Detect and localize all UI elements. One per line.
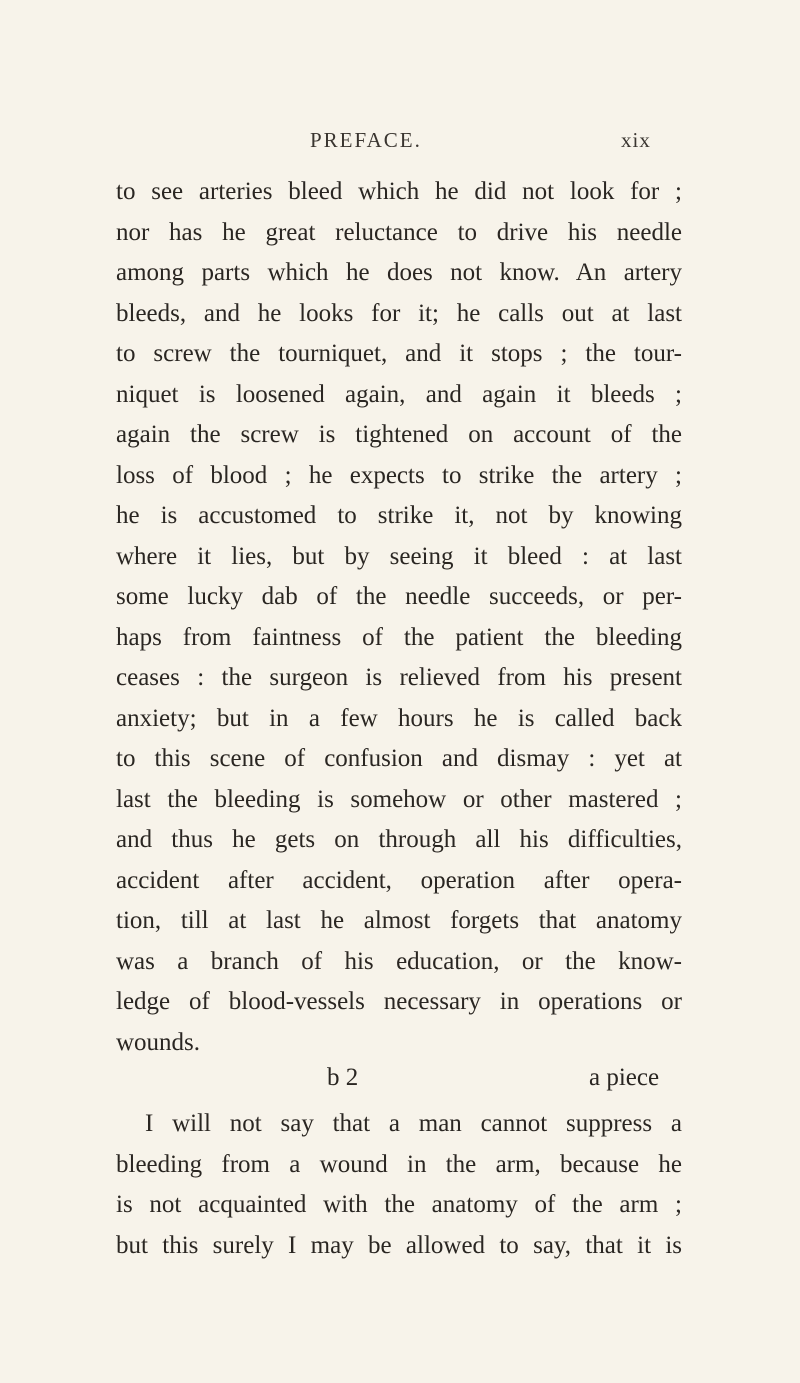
text-line: among parts which he does not know. An artery [116,259,682,286]
text-line: where it lies, but by seeing it bleed : at last [116,542,682,570]
text-line: is not acquainted with the anatomy of the arm ; [116,1191,682,1218]
text-line: bleeds, and he looks for it; he calls out at last [116,299,682,327]
text-line: loss of blood ; he expects to strike the artery ; [116,461,682,489]
text-line: and thus he gets on through all his difficulties, [116,826,682,853]
text-line: haps from faintness of the patient the bleeding [116,623,682,651]
text-line: anxiety; but in a few hours he is called back [116,704,682,732]
text-line: to screw the tourniquet, and it stops ; the tour- [116,340,682,367]
catchword: a piece [589,1064,660,1091]
text-line: nor has he great reluctance to drive his needle [116,218,682,246]
paragraph-1 [116,172,682,1063]
paragraph-2 [116,1104,682,1266]
text-line: again the screw is tightened on account of the [116,421,682,448]
page-number: xix [621,128,651,152]
text-line: was a branch of his education, or the know- [116,947,682,975]
text-line: last the bleeding is somehow or other mastered ; [116,785,682,813]
text-line: I will not say that a man cannot suppress a [145,1110,682,1137]
text-line: niquet is loosened again, and again it bleeds ; [116,380,682,408]
text-line: to see arteries bleed which he did not look for ; [116,178,682,205]
running-head: PREFACE. [310,128,422,152]
text-line: bleeding from a wound in the arm, because he [116,1150,682,1178]
text-line: ceases : the surgeon is relieved from his present [116,664,682,691]
text-line: he is accustomed to strike it, not by knowing [116,502,682,529]
body-text [116,172,682,1266]
page-footer [0,1058,800,1098]
signature-mark: b 2 [327,1064,359,1091]
page-header [0,128,800,158]
text-line: but this surely I may be allowed to say, that it is [116,1231,682,1259]
text-line: tion, till at last he almost forgets that anatomy [116,907,682,934]
text-line: accident after accident, operation after opera- [116,866,682,894]
text-line: to this scene of confusion and dismay : yet at [116,745,682,772]
text-line: ledge of blood-vessels necessary in operations or [116,988,682,1015]
text-line: some lucky dab of the needle succeeds, or per- [116,583,682,610]
text-line: wounds. [116,1028,201,1056]
